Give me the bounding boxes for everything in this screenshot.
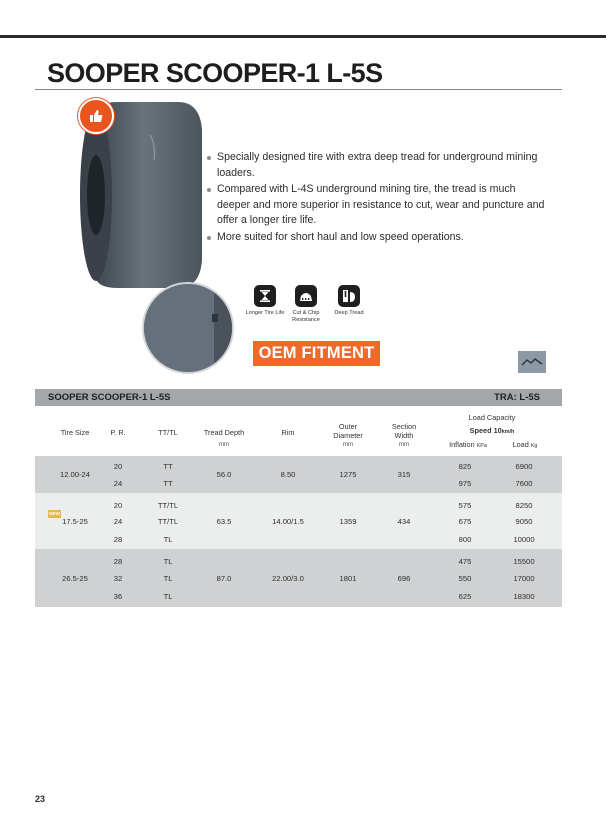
cell-inflation: 550 xyxy=(458,574,472,583)
cell-tread-depth: 87.0 xyxy=(216,574,232,583)
cell-inflation: 975 xyxy=(458,479,472,488)
cut-chip-icon xyxy=(295,285,317,307)
header-load xyxy=(500,440,550,449)
cell-outer-diameter: 1359 xyxy=(339,517,357,526)
new-badge: NEW xyxy=(49,511,60,516)
cell-pr: 20 xyxy=(113,501,123,510)
inflation-unit: KPa xyxy=(476,443,487,449)
tread-detail-image xyxy=(142,282,234,374)
cell-tttl: TT/TL xyxy=(157,517,179,526)
feature-longer-tire-life xyxy=(244,285,286,317)
cell-inflation: 575 xyxy=(458,501,472,510)
inflation-label: Inflation xyxy=(449,440,475,449)
cell-tread-depth: 63.5 xyxy=(216,517,232,526)
bullet-item: Compared with L-4S underground mining tire, the tread is much deeper and more superior in resistance to cut, wear and puncture and offer a longer tire life. xyxy=(206,182,546,229)
header-section-width-unit: mm xyxy=(398,441,410,448)
cell-inflation: 825 xyxy=(458,462,472,471)
speed-value: 10 xyxy=(493,426,502,435)
cell-section-width: 315 xyxy=(397,470,411,479)
cell-rim: 8.50 xyxy=(280,470,296,479)
header-load-capacity: Load Capacity xyxy=(468,413,516,422)
cell-rim: 14.00/1.5 xyxy=(272,517,304,526)
cell-tttl: TT xyxy=(163,462,173,471)
cell-tttl: TT/TL xyxy=(157,501,179,510)
feature-label: Cut & Chip Resistance xyxy=(292,310,320,323)
table-tra-code: TRA: L-5S xyxy=(494,392,540,403)
cell-pr: 24 xyxy=(113,517,123,526)
cell-load: 10000 xyxy=(513,535,535,544)
bullet-item: Specially designed tire with extra deep tread for underground mining loaders. xyxy=(206,150,546,181)
cell-pr: 20 xyxy=(113,462,123,471)
tra-logo xyxy=(518,351,546,373)
title-divider xyxy=(35,89,562,90)
table-product-name: SOOPER SCOOPER-1 L-5S xyxy=(48,392,171,403)
page-number: 23 xyxy=(35,794,46,804)
cell-inflation: 475 xyxy=(458,557,472,566)
speed-unit: km/h xyxy=(501,429,515,435)
cell-outer-diameter: 1275 xyxy=(339,470,357,479)
header-tread-depth: Tread Depth xyxy=(203,428,245,437)
cell-inflation: 675 xyxy=(458,517,472,526)
cell-load: 9050 xyxy=(515,517,533,526)
feature-cut-chip xyxy=(285,285,327,323)
speed-label: Speed xyxy=(469,426,492,435)
cell-inflation: 625 xyxy=(458,592,472,601)
load-unit: Kg xyxy=(530,443,538,449)
header-speed xyxy=(450,426,534,435)
feature-deep-tread xyxy=(328,285,370,317)
header-inflation xyxy=(440,440,496,449)
page-title: SOOPER SCOOPER-1 L-5S xyxy=(47,58,383,88)
cell-tttl: TT xyxy=(163,479,173,488)
header-tttl: TT/TL xyxy=(158,428,178,437)
oem-fitment-label: OEM FITMENT xyxy=(253,341,380,366)
header-section-width: Section Width xyxy=(391,422,417,440)
feature-label: Deep Tread xyxy=(334,310,364,316)
cell-tire-size: 12.00-24 xyxy=(60,470,90,479)
cell-load: 15500 xyxy=(513,557,535,566)
header-tire-size: Tire Size xyxy=(60,428,90,437)
bullet-item: More suited for short haul and low speed operations. xyxy=(206,230,546,246)
header-tread-depth-unit: mm xyxy=(218,441,230,448)
cell-tire-size: 17.5-25 xyxy=(62,517,88,526)
cell-tttl: TL xyxy=(163,557,173,566)
cell-load: 8250 xyxy=(515,501,533,510)
feature-bullets xyxy=(206,150,546,247)
feature-label: Longer Tire Life xyxy=(245,310,285,316)
cell-tttl: TL xyxy=(163,592,173,601)
hourglass-icon xyxy=(254,285,276,307)
cell-tire-size: 26.5-25 xyxy=(62,574,88,583)
cell-section-width: 434 xyxy=(397,517,411,526)
header-pr: P. R. xyxy=(110,428,126,437)
cell-load: 17000 xyxy=(513,574,535,583)
cell-outer-diameter: 1801 xyxy=(339,574,357,583)
cell-pr: 28 xyxy=(113,535,123,544)
cell-tread-depth: 56.0 xyxy=(216,470,232,479)
cell-tttl: TL xyxy=(163,574,173,583)
cell-pr: 32 xyxy=(113,574,123,583)
thumbs-up-icon xyxy=(78,98,114,134)
load-label: Load xyxy=(512,440,529,449)
cell-inflation: 800 xyxy=(458,535,472,544)
cell-section-width: 696 xyxy=(397,574,411,583)
header-outer-diameter-unit: mm xyxy=(342,441,354,448)
header-rim: Rim xyxy=(281,428,295,437)
cell-pr: 28 xyxy=(113,557,123,566)
cell-pr: 36 xyxy=(113,592,123,601)
top-rule xyxy=(0,35,606,38)
header-outer-diameter: Outer Diameter xyxy=(333,422,363,440)
cell-load: 18300 xyxy=(513,592,535,601)
deep-tread-icon xyxy=(338,285,360,307)
cell-pr: 24 xyxy=(113,479,123,488)
cell-load: 6900 xyxy=(515,462,533,471)
cell-load: 7600 xyxy=(515,479,533,488)
cell-tttl: TL xyxy=(163,535,173,544)
cell-rim: 22.00/3.0 xyxy=(272,574,304,583)
table-title-bar xyxy=(35,389,562,406)
